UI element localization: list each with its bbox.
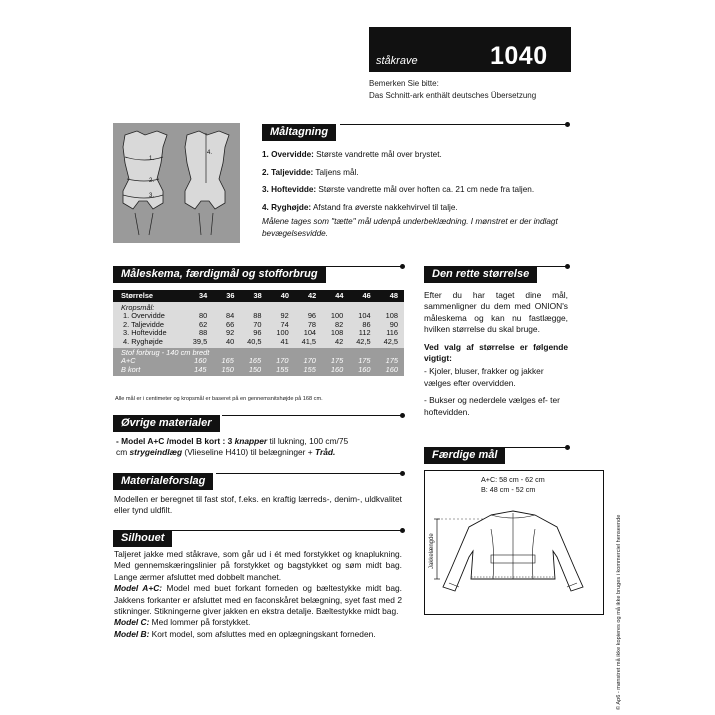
figure-label-2: 2.: [149, 178, 155, 184]
cell: 42: [335, 336, 344, 346]
silhouet-p4: Kort model, som afsluttes med en oplægningskant forneden.: [149, 628, 376, 639]
cell: 165: [221, 356, 234, 366]
cell: 175: [330, 356, 344, 366]
maaltagning-rule: [340, 124, 566, 125]
ovrige-strygeindlaeg: strygeindlæg: [129, 447, 183, 458]
cell: 40,5: [247, 336, 262, 346]
jacket-illustration: [425, 471, 603, 614]
cell: 100: [276, 328, 289, 338]
ovrige-rule: [222, 415, 402, 416]
silhouet-rule: [170, 530, 402, 531]
cell: 39,5: [192, 336, 208, 346]
cell: 90: [389, 319, 398, 329]
cell: 96: [307, 311, 317, 321]
size-table-title: Måleskema, færdigmål og stofforbrug: [113, 266, 326, 283]
cell: 42,5: [383, 336, 398, 346]
rette-bullet-2: - Bukser og nederdele vælges ef- ter hoftevidden.: [424, 395, 560, 417]
row-label: 2. Taljevidde: [123, 319, 164, 329]
faerdige-title: Færdige mål: [424, 447, 505, 464]
silhouet-p2: Model med buet forkant forneden og bæltestykke midt bag. Jakkens forkanter er afsluttet med en faconskåret belægning, syet fast med 2 stikninger. Stikningerne giver jakken en ekstra detalje. Bæltestykke midt bag.: [114, 583, 402, 617]
table-row: [113, 366, 398, 374]
ovrige-text: [116, 436, 402, 459]
measure-3-label: 3. Hoftevidde:: [262, 185, 317, 195]
rette-rule: [535, 266, 567, 267]
ovrige-model-label: - Model A+C /model B kort : 3: [116, 436, 235, 446]
size-col: 36: [226, 290, 235, 300]
size-col: 42: [307, 290, 317, 300]
measure-1-label: 1. Overvidde:: [262, 150, 314, 159]
size-footnote: Alle mål er i centimeter og kropsmål er baseret på en gennemsnitshøjde på 168 cm.: [115, 396, 323, 402]
kropsmaal-label: Kropsmål:: [121, 303, 155, 312]
maaltagning-title: Måltagning: [262, 124, 336, 141]
cell: 96: [253, 328, 262, 338]
rette-text: [424, 290, 568, 418]
cell: 170: [276, 356, 289, 366]
cell: 170: [303, 356, 316, 366]
silhouet-text: [114, 549, 402, 640]
figure-label-3: 3.: [149, 193, 155, 199]
ovrige-knapper: knapper: [234, 436, 268, 446]
rette-title: Den rette størrelse: [424, 266, 537, 283]
body-measure-illustration: [113, 123, 240, 243]
faerdige-dot: [565, 445, 570, 450]
cell: 150: [221, 364, 234, 374]
rette-p2: Ved valg af størrelse er følgende vigtigt:: [424, 341, 568, 364]
cell: 66: [225, 319, 235, 329]
cell: 80: [198, 311, 208, 321]
ovrige-text-1: til lukning, 100 cm/75: [267, 436, 349, 446]
silhouet-p4-label: Model B:: [114, 628, 150, 639]
body-figure: [113, 123, 240, 243]
figure-label-4: 4.: [207, 150, 213, 156]
maaltagning-dot: [565, 122, 570, 127]
cell: 92: [225, 328, 235, 338]
size-table-rule: [316, 266, 402, 267]
cell: 175: [385, 356, 398, 366]
cell: 160: [330, 364, 344, 374]
cell: 42,5: [356, 336, 371, 346]
cell: 160: [194, 356, 207, 366]
row-label: B kort: [121, 364, 141, 374]
jacket-length-label: Jakkelængde: [429, 533, 435, 569]
cell: 82: [335, 319, 344, 329]
row-label: 1. Overvidde: [123, 311, 165, 321]
fabric-label: Stof forbrug - 140 cm bredt: [121, 348, 210, 358]
cell: 88: [253, 311, 262, 321]
size-header-label: Størrelse: [121, 291, 154, 300]
ovrige-traad: Tråd.: [315, 447, 336, 458]
cell: 160: [358, 364, 371, 374]
ovrige-title: Øvrige materialer: [113, 415, 220, 432]
cell: 40: [225, 336, 235, 346]
figure-label-1: 1.: [149, 156, 155, 162]
cell: 155: [276, 364, 289, 374]
cell: 62: [198, 319, 208, 329]
table-row: [113, 338, 398, 346]
ovrige-text-3: (Vlieseline H410) til belægninger +: [182, 447, 316, 458]
ovrige-text-2: cm: [116, 447, 130, 458]
measure-2-text: Taljens mål.: [315, 167, 359, 177]
cell: 86: [362, 319, 371, 329]
silhouet-title: Silhouet: [113, 530, 172, 547]
size-table-dot: [400, 264, 405, 269]
faerdige-rule: [502, 447, 567, 448]
faerdige-line-2: B: 48 cm - 52 cm: [481, 485, 536, 494]
size-col: 40: [280, 290, 289, 300]
row-label: 3. Hoftevidde: [123, 328, 167, 338]
measure-list: [262, 149, 582, 240]
cell: 74: [280, 319, 289, 329]
cell: 175: [358, 356, 371, 366]
silhouet-p2-label: Model A+C:: [114, 583, 163, 594]
note-line-2: Das Schnitt-ark enthält deutsches Übersetzung: [369, 91, 537, 100]
silhouet-dot: [400, 528, 405, 533]
materialeforslag-dot: [400, 471, 405, 476]
cell: 116: [386, 328, 398, 338]
measure-3-text: Største vandrette mål over hoften ca. 21 cm nede fra taljen.: [318, 185, 535, 195]
measure-note: Målene tages som "tætte" mål udenpå underbeklædning. I mønstret er der indlagt bevægelsesvidde.: [262, 217, 558, 238]
size-header-row: [113, 290, 404, 302]
cell: 108: [385, 311, 398, 321]
measure-4-text: Afstand fra øverste nakkehvirvel til talje.: [312, 202, 458, 212]
cell: 70: [253, 319, 262, 329]
rette-dot: [565, 264, 570, 269]
cell: 88: [198, 328, 208, 338]
measure-1-text: Største vandrette mål over brystet.: [316, 150, 442, 159]
note-line-1: Bemerken Sie bitte:: [369, 79, 439, 88]
cell: 84: [225, 311, 235, 321]
pattern-number: 1040: [490, 42, 548, 70]
body-measure-block: [113, 302, 404, 348]
row-label: A+C: [121, 356, 136, 366]
cell: 104: [358, 311, 371, 321]
size-col: 44: [335, 290, 344, 300]
faerdige-line-1: A+C: 58 cm - 62 cm: [481, 475, 545, 484]
row-label: 4. Ryghøjde: [123, 336, 163, 346]
cell: 160: [385, 364, 398, 374]
silhouet-p3-label: Model C:: [114, 617, 150, 628]
size-col: 34: [198, 290, 208, 300]
ovrige-dot: [400, 413, 405, 418]
pattern-subtitle: ståkrave: [376, 55, 418, 67]
cell: 112: [358, 328, 371, 338]
size-col: 48: [389, 290, 398, 300]
rette-p1: Efter du har taget dine mål, sammenligner du dem med ONION's måleskema og kan nu fastlægge, hvilken størrelse du skal bruge.: [424, 290, 568, 335]
measure-4-label: 4. Ryghøjde:: [262, 202, 312, 212]
fabric-block: [113, 348, 404, 376]
materialeforslag-text: Modellen er beregnet til fast stof, f.eks. en kraftig lærreds-, denim-, uldkvalitet eller tynd uldfilt.: [114, 494, 402, 516]
cell: 104: [303, 328, 317, 338]
cell: 41,5: [301, 336, 317, 346]
cell: 78: [307, 319, 317, 329]
cell: 145: [194, 364, 207, 374]
copyright-side-note: © Ap6 - mønstret må ikke kopieres og må ikke bruges i kommerciel henseende: [616, 514, 622, 710]
measure-2-label: 2. Taljevidde:: [262, 167, 314, 177]
silhouet-p3: Med lommer på forstykket.: [149, 617, 251, 628]
cell: 150: [248, 364, 262, 374]
jacket-measure-box: [424, 470, 604, 615]
size-col: 38: [253, 290, 262, 300]
cell: 100: [330, 311, 344, 321]
materialeforslag-title: Materialeforslag: [113, 473, 213, 490]
silhouet-p1: Taljeret jakke med ståkrave, som går ud i ét med forstykket og knaplukning. Med gennemskæringslinier på forstykket og bagstykket og søm midt bag. Lange ærmer afsluttet med dobbelt manchet.: [114, 549, 402, 582]
size-table: [113, 290, 404, 376]
size-col: 46: [362, 290, 371, 300]
cell: 108: [330, 328, 344, 338]
rette-bullet-1: - Kjoler, bluser, frakker og jakker vælges efter overvidden.: [424, 366, 544, 388]
cell: 165: [248, 356, 262, 366]
materialeforslag-rule: [216, 473, 402, 474]
cell: 155: [303, 364, 316, 374]
cell: 41: [280, 336, 289, 346]
cell: 92: [280, 311, 289, 321]
